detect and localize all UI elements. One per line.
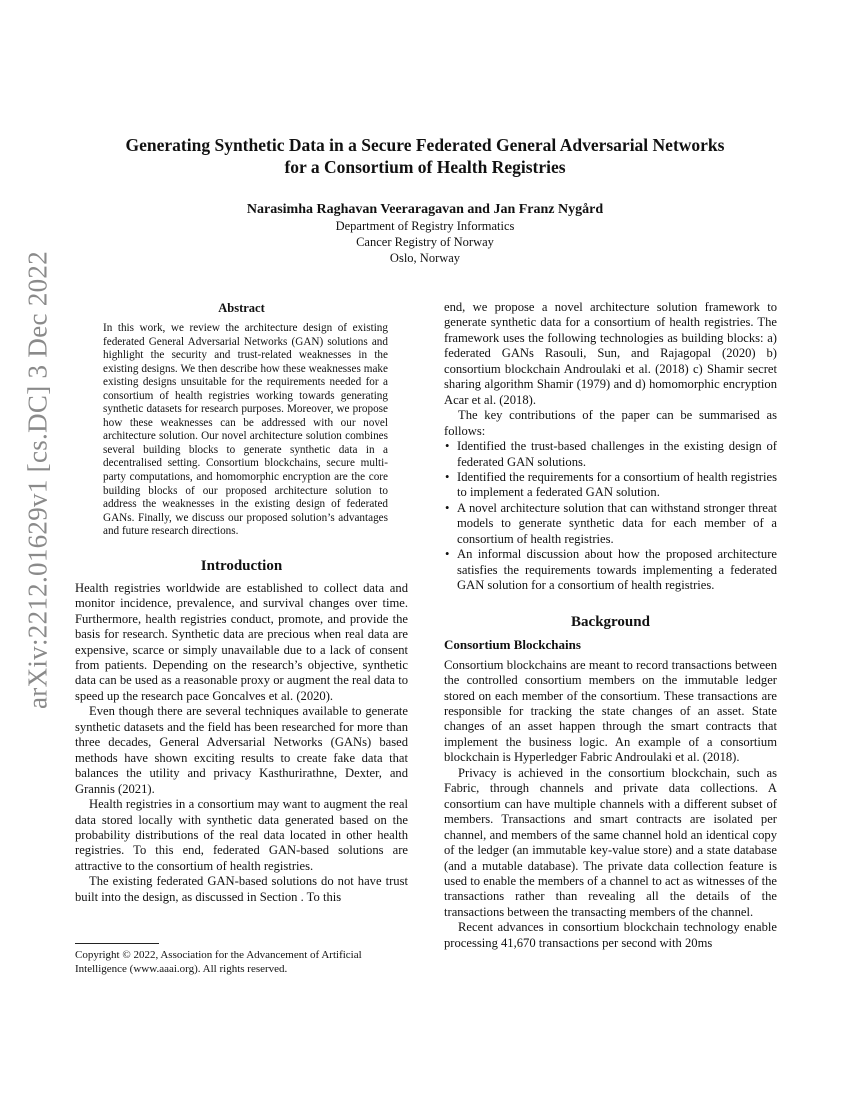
contributions-list [444,439,777,594]
affiliations [60,218,790,266]
abstract-heading: Abstract [218,301,265,315]
abstract-text: In this work, we review the architecture design of existing federated General Adversarial Networks (GAN) solutions and highlight the security and trust-related weaknesses in the existing designs. We then describe how these weaknesses make existing designs unsuitable for the requirements needed for a consortium of health registries working towards generating synthetic datasets for research purposes. Moreover, we propose how these weaknesses can be addressed with our novel architecture solution. Our novel architecture solution combines several building blocks to generate synthetic data in a decentralised setting. Consortium blockchains, secure multi-party computations, and homomorphic encryption are the core building blocks of our proposed architecture solution to address the weaknesses in the existing design of federated GANs. Finally, we discuss our proposed solution’s advantages and future research directions. [103,322,388,538]
left-column [75,300,408,905]
authors: Narasimha Raghavan Veeraragavan and Jan Franz Nygård [246,202,604,217]
title-line-1: Generating Synthetic Data in a Secure Federated General Adversarial Networks [125,135,725,155]
contribution-item: • Identified the requirements for a consortium of health registries to implement a federated GAN solution. [444,470,777,501]
intro-paragraph: Health registries worldwide are established to collect data and monitor incidence, prevalence, and survival changes over time. Furthermore, health registries conduct, promote, and provide the basis for research. Synthetic data are precious when real data are expensive, scarce or simply unavailable due to a lack of consent from patients. Depending on the research’s objective, synthetic data can be used as a reasonable proxy or augment the real data to speed up the research pace Goncalves et al. (2020). [75,580,408,703]
arxiv-watermark: arXiv:2212.01629v1 [cs.DC] 3 Dec 2022 [22,250,53,710]
title-line-2: for a Consortium of Health Registries [284,157,566,177]
intro-paragraph: Even though there are several techniques available to generate synthetic datasets and the field has been researched for more than three decades, General Adversarial Networks (GANs) based methods have shown exciting results to create fake data that balances the utility and privacy Kasthurirathne, Dexter, and Grannis (2021). [75,704,408,796]
contribution-item: • Identified the trust-based challenges in the existing design of federated GAN solutions. [444,439,777,470]
contribution-item: • An informal discussion about how the proposed architecture satisfies the requirements towards implementing a federated GAN solution for a consortium of health registries. [444,547,777,593]
consortium-blockchains-heading: Consortium Blockchains [444,636,581,652]
contribution-item: • A novel architecture solution that can withstand stronger threat models to generate synthetic data for each member of a consortium of health registries. [444,501,777,547]
introduction-heading: Introduction [200,557,283,574]
right-column [444,300,777,951]
contributions-intro: The key contributions of the paper can be summarised as follows: [444,408,777,438]
copyright-footnote: Copyright © 2022, Association for the Advancement of Artificial Intelligence (www.aaai.org). All rights reserved. [75,949,362,975]
background-paragraph: Consortium blockchains are meant to record transactions between the controlled consortium members on the immutable ledger stored on each member of the consortium. These transactions are responsible for tracking the state changes of an asset. State changes of an asset happen through the smart contracts that implement the business logic. An example of a consortium blockchain is Hyperledger Fabric Androulaki et al. (2018). [444,657,777,765]
intro-paragraph: Health registries in a consortium may want to augment the real data stored locally with synthetic data generated based on the probability distributions of the real data located in other health registries. To this end, federated GAN-based solutions are attractive to the consortium of health registries. [75,797,408,873]
intro-paragraph: The existing federated GAN-based solutions do not have trust built into the design, as discussed in Section . To this [75,874,408,904]
affiliation-department: Department of Registry Informatics [335,219,515,233]
framework-paragraph: end, we propose a novel architecture solution framework to generate synthetic data for a consortium of health registries. The framework uses the following technologies as building blocks: a) federated GANs Rasouli, Sun, and Rajagopal (2020) b) consortium blockchain Androulaki et al. (2018) c) Shamir secret sharing algorithm Shamir (1979) and d) homomorphic encryption Acar et al. (2018). [444,300,777,407]
footnote-divider [75,943,159,944]
background-heading: Background [571,613,650,630]
paper-title [60,134,790,178]
background-paragraph: Recent advances in consortium blockchain technology enable processing 41,670 transactions per second with 20ms [444,920,777,950]
affiliation-organization: Cancer Registry of Norway [356,235,494,249]
background-paragraph: Privacy is achieved in the consortium blockchain, such as Fabric, through channels and private data collections. A consortium can have multiple channels with a different subset of members. Transactions and smart contracts are isolated per channel, and members of the same channel hold an identical copy of the ledger (an immutable key-value store) and a state database (and a mutable database). The private data collection feature is used to enable the members of a channel to act as witnesses of the transactions rather than revealing all the details of the transactions between the transacting members of the channel. [444,765,777,919]
affiliation-location: Oslo, Norway [389,251,461,265]
